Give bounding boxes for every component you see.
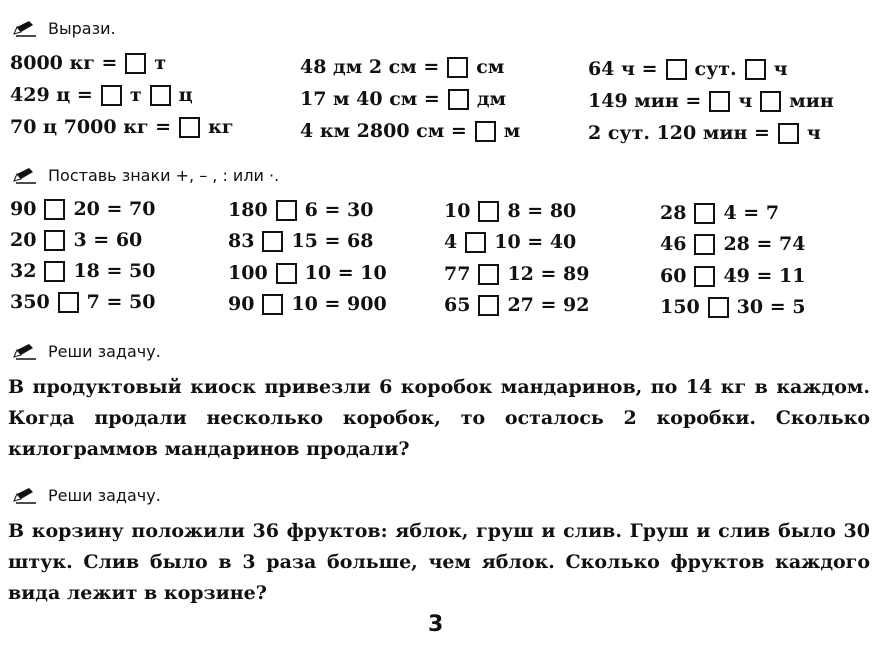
sign-box[interactable] (262, 294, 283, 315)
page-number: 3 (428, 612, 444, 637)
sign-box[interactable] (708, 297, 729, 318)
sign-box[interactable] (276, 200, 297, 221)
section-heading-signs (12, 163, 279, 187)
exercise-row: 60 49 = 11 (660, 265, 806, 287)
sign-box[interactable] (44, 261, 65, 282)
answer-box[interactable] (778, 123, 799, 144)
answer-box[interactable] (125, 53, 146, 74)
pencil-icon (12, 19, 38, 37)
sign-box[interactable] (58, 292, 79, 313)
sign-box[interactable] (694, 266, 715, 287)
exercise-row: 90 20 = 70 (10, 198, 156, 220)
task-text: В продуктовый киоск привезли 6 коробок мандаринов, по 14 кг в каждом. Когда продали несколько коробок, то осталось 2 коробки. Сколько килограммов мандаринов продали? (8, 376, 870, 460)
sign-box[interactable] (478, 201, 499, 222)
sign-box[interactable] (694, 234, 715, 255)
section-title: Реши задачу. (48, 341, 161, 361)
exercise-row: 150 30 = 5 (660, 296, 806, 318)
answer-box[interactable] (448, 89, 469, 110)
sign-box[interactable] (262, 231, 283, 252)
answer-box[interactable] (447, 57, 468, 78)
exercise-row: 77 12 = 89 (444, 263, 590, 285)
answer-box[interactable] (709, 91, 730, 112)
exercise-row: 20 3 = 60 (10, 229, 143, 251)
section-title: Вырази. (48, 18, 116, 38)
answer-box[interactable] (475, 121, 496, 142)
exercise-row: 10 8 = 80 (444, 200, 577, 222)
answer-box[interactable] (179, 117, 200, 138)
exercise-row: 83 15 = 68 (228, 230, 374, 252)
sign-box[interactable] (478, 264, 499, 285)
sign-box[interactable] (276, 263, 297, 284)
exercise-row: 429 ц = т ц (10, 84, 193, 106)
pencil-icon (12, 342, 38, 360)
answer-box[interactable] (760, 91, 781, 112)
answer-box[interactable] (745, 59, 766, 80)
sign-box[interactable] (478, 295, 499, 316)
exercise-row: 4 10 = 40 (444, 231, 577, 253)
exercise-row: 17 м 40 см = дм (300, 88, 507, 110)
exercise-row: 32 18 = 50 (10, 260, 156, 282)
section-heading-task-1 (12, 339, 161, 363)
exercise-row: 65 27 = 92 (444, 294, 590, 316)
exercise-row: 149 мин = ч мин (588, 90, 834, 112)
exercise-row: 28 4 = 7 (660, 202, 780, 224)
answer-box[interactable] (101, 85, 122, 106)
exercise-row: 8000 кг = т (10, 52, 167, 74)
section-title: Реши задачу. (48, 485, 161, 505)
exercise-row: 2 сут. 120 мин = ч (588, 122, 821, 144)
sign-box[interactable] (694, 203, 715, 224)
exercise-row: 350 7 = 50 (10, 291, 156, 313)
exercise-row: 64 ч = сут. ч (588, 58, 788, 80)
pencil-icon (12, 486, 38, 504)
answer-box[interactable] (150, 85, 171, 106)
pencil-icon (12, 166, 38, 184)
exercise-row: 70 ц 7000 кг = кг (10, 116, 234, 138)
sign-box[interactable] (44, 199, 65, 220)
section-heading-task-2 (12, 483, 161, 507)
exercise-row: 4 км 2800 см = м (300, 120, 521, 142)
exercise-row: 46 28 = 74 (660, 233, 806, 255)
exercise-row: 100 10 = 10 (228, 262, 387, 284)
exercise-row: 180 6 = 30 (228, 199, 374, 221)
exercise-row: 90 10 = 900 (228, 293, 387, 315)
answer-box[interactable] (666, 59, 687, 80)
sign-box[interactable] (44, 230, 65, 251)
section-heading-express (12, 16, 116, 40)
task-text: В корзину положили 36 фруктов: яблок, груш и слив. Груш и слив было 30 штук. Слив было в 3 раза больше, чем яблок. Сколько фруктов каждого вида лежит в корзине? (8, 520, 870, 604)
sign-box[interactable] (465, 232, 486, 253)
section-title: Поставь знаки +, – , : или ·. (48, 165, 280, 185)
exercise-row: 48 дм 2 см = см (300, 56, 505, 78)
